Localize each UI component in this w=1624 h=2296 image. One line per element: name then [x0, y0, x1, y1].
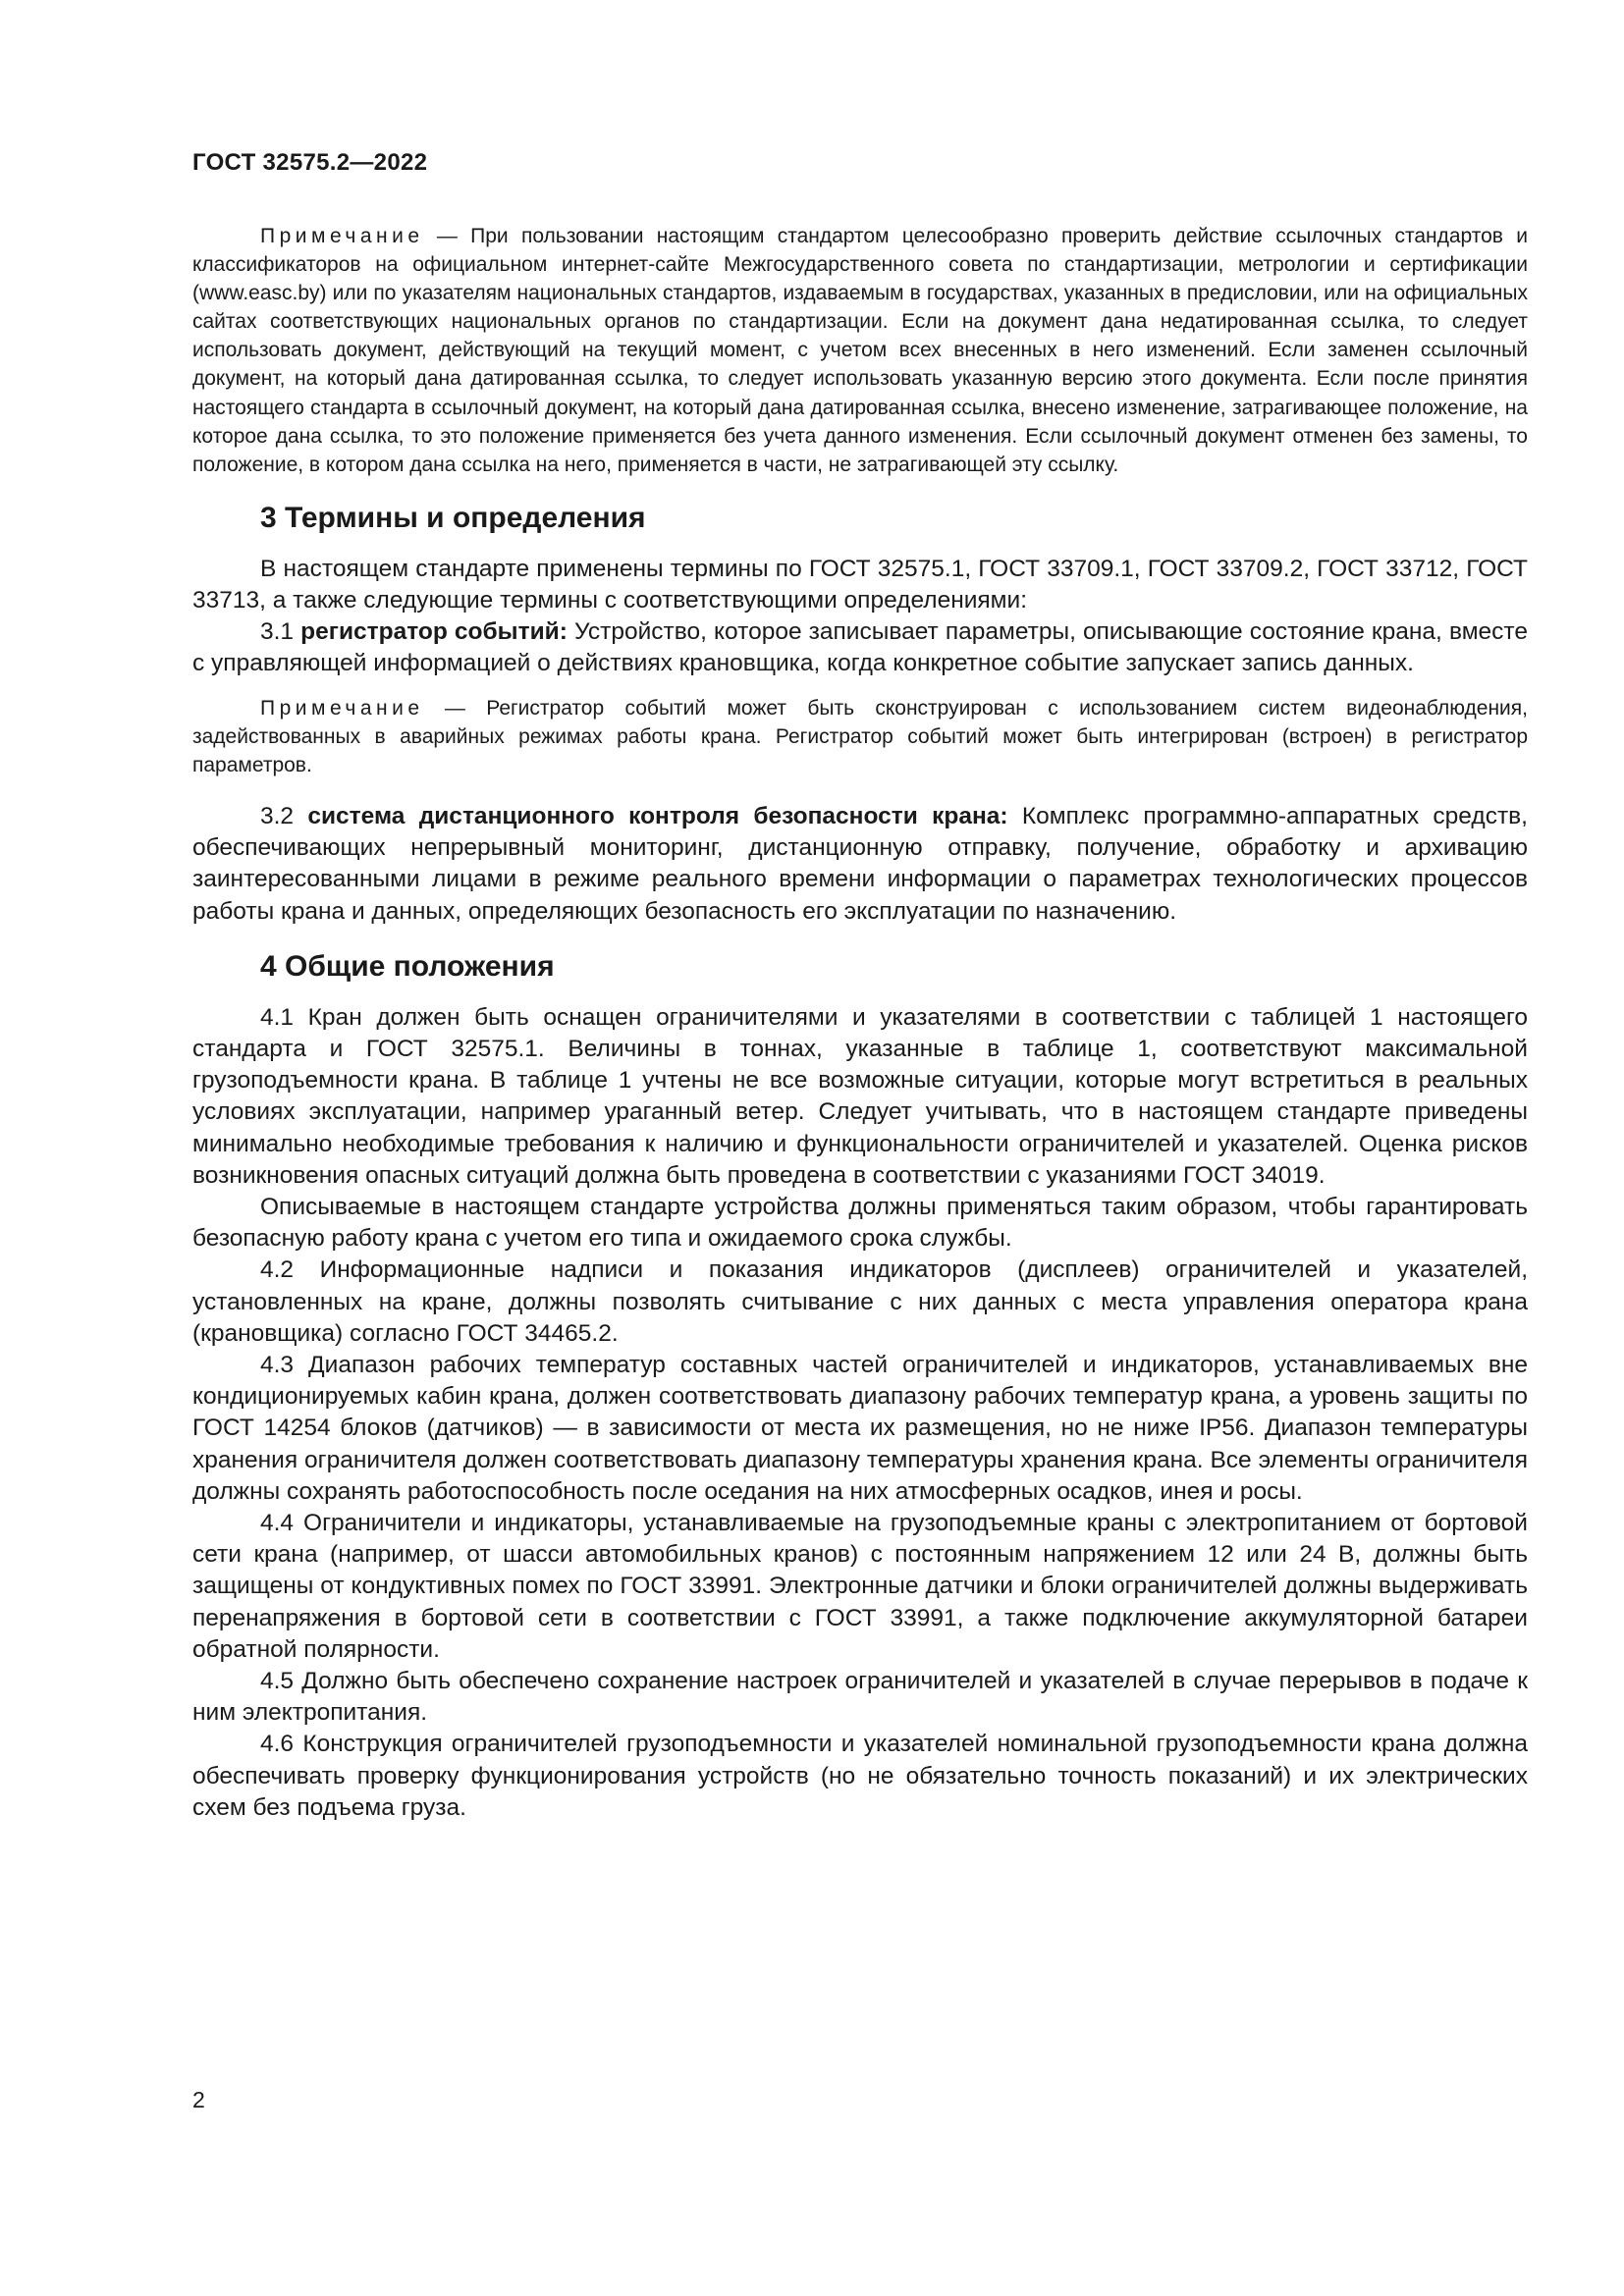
term-3-2-number: 3.2 — [260, 802, 308, 829]
paragraph-4-1: 4.1 Кран должен быть оснащен ограничителями и указателями в соответствии с таблицей 1 настоящего стандарта и ГОСТ 32575.1. Величины в тоннах, указанные в таблице 1, соответствуют максимальной грузоподъемности крана. В таблице 1 учтены не все возможные ситуации, которые могут встретиться в реальных условиях эксплуатации, например ураганный ветер. Следует учитывать, что в настоящем стандарте приведены минимально необходимые требования к наличию и функциональности ограничителей и указателей. Оценка рисков возникновения опасных ситуаций должна быть проведена в соответствии с указаниями ГОСТ 34019. — [192, 1003, 1528, 1189]
paragraph-4-2: 4.2 Информационные надписи и показания индикаторов (дисплеев) ограничителей и указателей, установленных на кране, должны позволять считывание с них данных с места управления оператора крана (крановщика) согласно ГОСТ 34465.2. — [192, 1256, 1528, 1347]
section-3-intro: В настоящем стандарте применены термины по ГОСТ 32575.1, ГОСТ 33709.1, ГОСТ 33709.2, ГОСТ 33712, ГОСТ 33713, а также следующие термины с соответствующими определениями: — [192, 555, 1528, 614]
term-3-2-name: система дистанционного контроля безопасности крана: — [307, 802, 1008, 829]
note-label: Примечание — [260, 696, 424, 720]
paragraph-4-1-continued: Описываемые в настоящем стандарте устройства должны применяться таким образом, чтобы гарантировать безопасную работу крана с учетом его типа и ожидаемого срока службы. — [192, 1193, 1528, 1253]
note-text: — При пользовании настоящим стандартом целесообразно проверить действие ссылочных стандартов и классификаторов на официальном интернет-сайте Межгосударственного совета по стандартизации, метрологии и сертификации (www.easc.by) или по указателям национальных стандартов, издаваемым в государствах, указанных в предисловии, или на официальных сайтах соответствующих национальных органов по стандартизации. Если на документ дана недатированная ссылка, то следует использовать документ, действующий на текущий момент, с учетом всех внесенных в него изменений. Если заменен ссылочный документ, на который дана датированная ссылка, то следует использовать указанную версию этого документа. Если после принятия настоящего стандарта в ссылочный документ, на который дана датированная ссылка, внесено изменение, затрагивающее положение, на которое дана ссылка, то это положение применяется без учета данного изменения. Если ссылочный документ отменен без замены, то положение, в котором дана ссылка на него, применяется в части, не затрагивающей эту ссылку. — [192, 225, 1528, 476]
note-references — [192, 222, 1528, 479]
document-header-id: ГОСТ 32575.2—2022 — [192, 149, 428, 176]
page-content — [192, 222, 1528, 1824]
section-3-heading: 3 Термины и определения — [260, 501, 646, 534]
term-3-1-number: 3.1 — [260, 618, 301, 646]
section-4-heading: 4 Общие положения — [260, 949, 555, 983]
note-text: — Регистратор событий может быть сконструирован с использованием систем видеонаблюдения, задействованных в аварийных режимах работы крана. Регистратор событий может быть интегрирован (встроен) в регистратор параметров. — [192, 696, 1528, 776]
paragraph-4-6: 4.6 Конструкция ограничителей грузоподъемности и указателей номинальной грузоподъемности крана должна обеспечивать проверку функционирования устройств (но не обязательно точность показаний) и их электрических схем без подъема груза. — [192, 1731, 1528, 1821]
paragraph-4-4: 4.4 Ограничители и индикаторы, устанавливаемые на грузоподъемные краны с электропитанием от бортовой сети крана (например, от шасси автомобильных кранов) с постоянным напряжением 12 или 24 В, должны быть защищены от кондуктивных помех по ГОСТ 33991. Электронные датчики и блоки ограничителей должны выдерживать перенапряжения в бортовой сети в соответствии с ГОСТ 33991, а также подключение аккумуляторной батареи обратной полярности. — [192, 1510, 1528, 1663]
paragraph-4-5: 4.5 Должно быть обеспечено сохранение настроек ограничителей и указателей в случае перерывов в подаче к ним электропитания. — [192, 1668, 1528, 1727]
term-3-1 — [192, 616, 1528, 679]
term-3-2-definition: Комплекс программно-аппаратных средств, обеспечивающих непрерывный мониторинг, дистанционную отправку, получение, обработку и архивацию заинтересованными лицами в режиме реального времени информации о параметрах технологических процессов работы крана и данных, определяющих безопасность его эксплуатации по назначению. — [192, 802, 1528, 925]
paragraph-4-3: 4.3 Диапазон рабочих температур составных частей ограничителей и индикаторов, устанавливаемых вне кондиционируемых кабин крана, должен соответствовать диапазону рабочих температур крана, а уровень защиты по ГОСТ 14254 блоков (датчиков) — в зависимости от места их размещения, но не ниже IP56. Диапазон температуры хранения ограничителя должен соответствовать диапазону температуры хранения крана. Все элементы ограничителя должны сохранять работоспособность после оседания на них атмосферных осадков, инея и росы. — [192, 1351, 1528, 1505]
term-3-2 — [192, 801, 1528, 928]
page-number: 2 — [192, 2087, 205, 2112]
term-3-1-name: регистратор событий: — [300, 618, 568, 646]
note-label: Примечание — [260, 225, 424, 247]
term-3-1-definition: Устройство, которое записывает параметры, описывающие состояние крана, вместе с управляющей информацией о действиях крановщика, когда конкретное событие запускает запись данных. — [192, 618, 1528, 677]
note-event-recorder — [192, 694, 1528, 779]
